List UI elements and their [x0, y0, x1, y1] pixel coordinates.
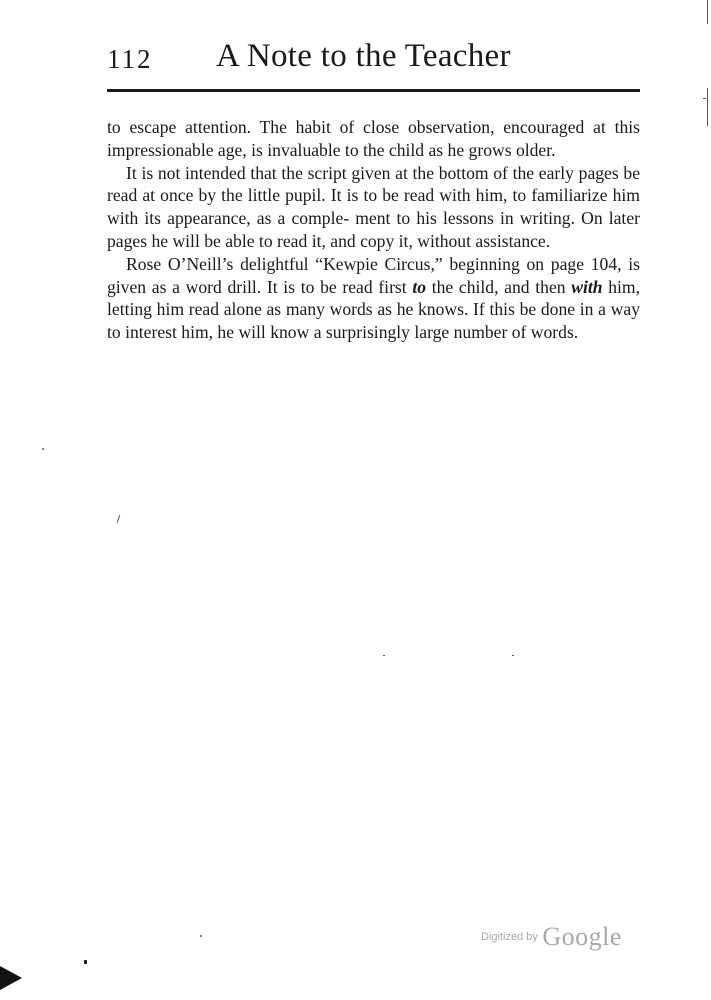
- scan-mark-edge-3: [703, 98, 706, 99]
- watermark-prefix: Digitized by: [481, 931, 538, 943]
- paragraph-1: to escape attention. The habit of close observation, encouraged at this impressionable age, is invaluable to the child as he grows older.: [107, 117, 640, 160]
- paragraph-3-part-c: him, letting him read alone as many words as he knows. If this be done in a way to interest him, he will know a surprisingly large number of words.: [107, 276, 641, 343]
- paragraph-3: [107, 253, 640, 344]
- paragraph-3-part-a: Rose O’Neill’s delightful “Kewpie Circus,” beginning on page 104, is given as a word drill. It is to be read first: [107, 253, 640, 297]
- page-number: 112: [107, 44, 153, 74]
- running-title: A Note to the Teacher: [216, 38, 511, 74]
- page-corner-marker: [0, 966, 22, 990]
- page-header: [107, 38, 640, 88]
- emphasis-to: to: [412, 276, 427, 297]
- scan-mark-edge-1: [707, 0, 708, 24]
- scan-mark-speck-6: [84, 960, 87, 964]
- body-text: [107, 116, 640, 344]
- scan-mark-speck-3: [383, 655, 385, 656]
- scan-mark-speck-2: [117, 515, 121, 523]
- scan-mark-speck-1: [42, 448, 44, 450]
- digitized-by-google-watermark: [481, 922, 622, 952]
- header-rule: [107, 89, 640, 92]
- scan-mark-edge-2: [707, 88, 708, 126]
- scan-mark-speck-5: [200, 935, 202, 937]
- emphasis-with: with: [571, 276, 603, 297]
- paragraph-3-part-b: the child, and then: [426, 276, 572, 297]
- paragraph-2: It is not intended that the script given at the bottom of the early pages be read at once by the little pupil. It is to be read with him, to familiarize him with its appearance, as a comple- ment to his lessons in writing. On later pages he will be able to read it, and copy it, without assistance.: [107, 162, 640, 251]
- google-logo: Google: [542, 922, 622, 951]
- scan-mark-speck-4: [512, 655, 514, 656]
